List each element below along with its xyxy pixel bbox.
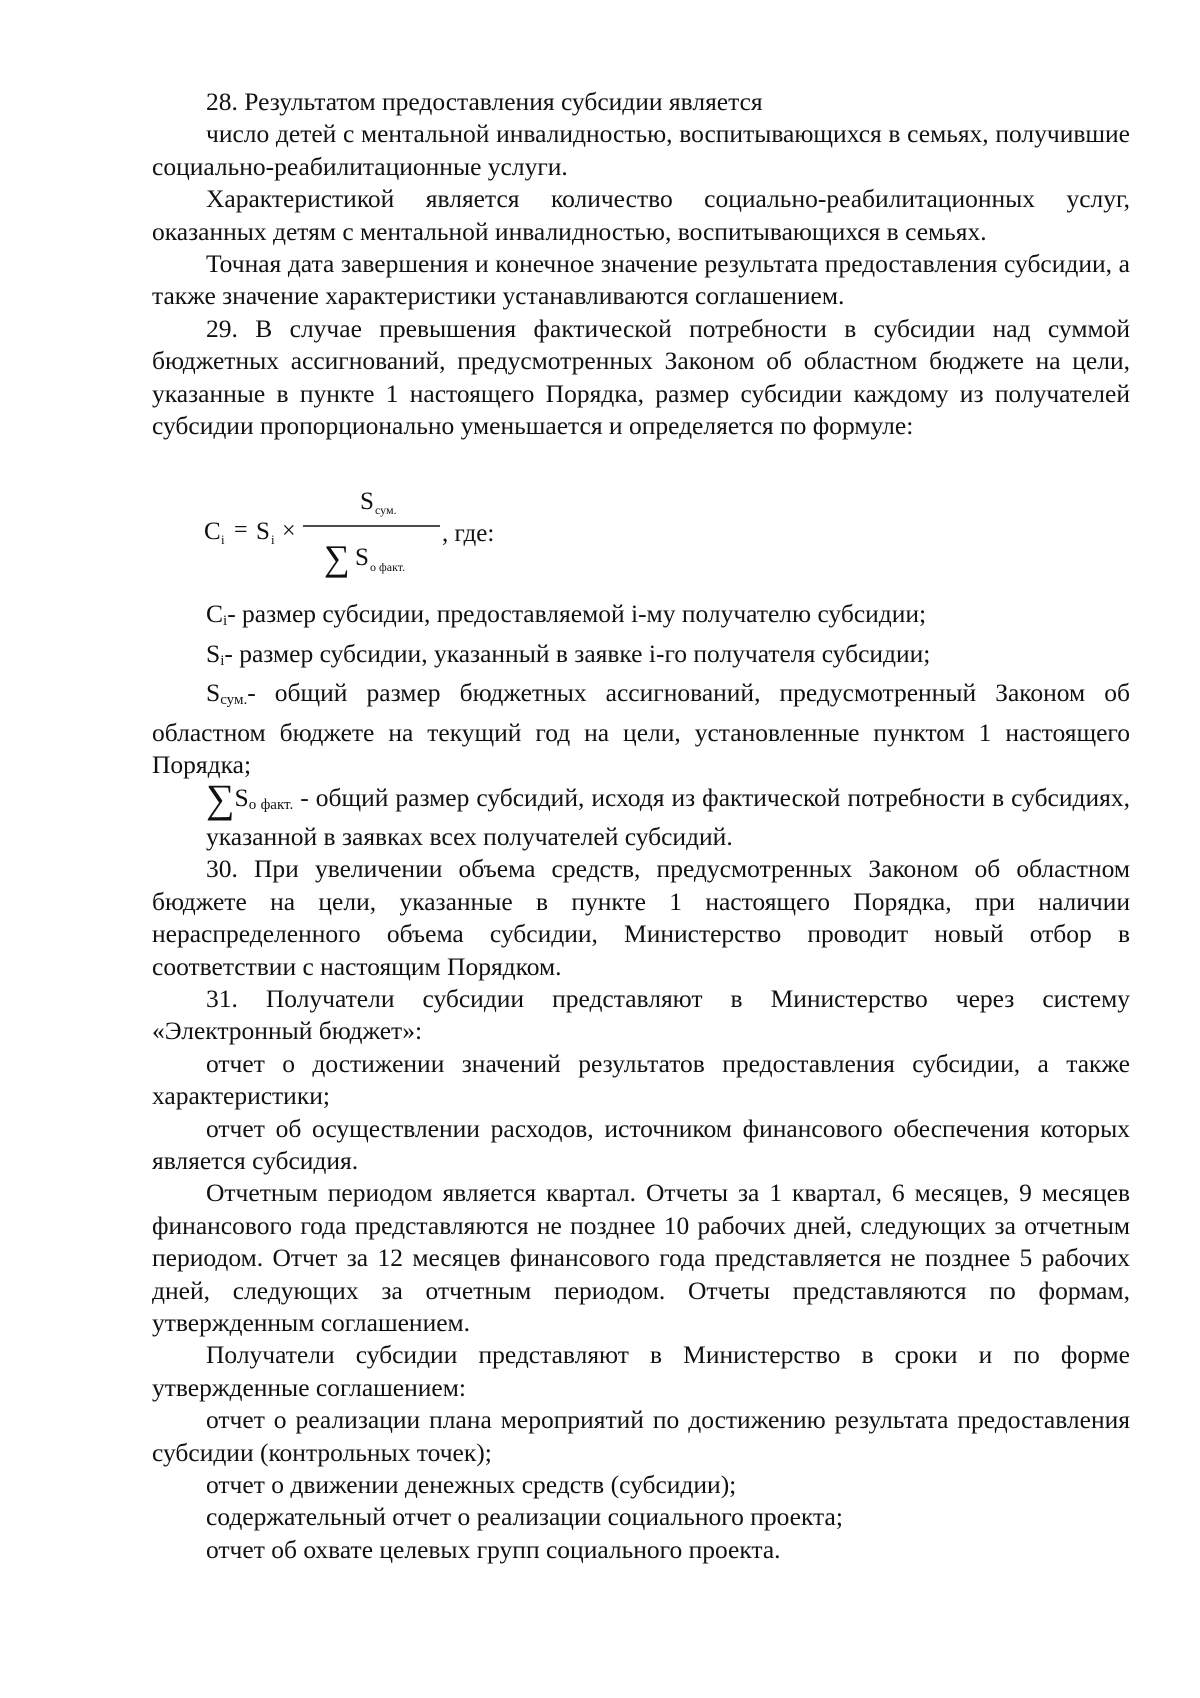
paragraph-29: 29. В случае превышения фактической потребности в субсидии над суммой бюджетных ассигнований, предусмотренных Законом об областном бюджете на цели, указанные в пункте 1 настоящего Порядка, размер субсидии каждому из получателей субсидии пропорционально уменьшается и определяется по формуле: — [152, 313, 1130, 441]
formula-numerator: S — [360, 488, 374, 516]
formula-graphic — [200, 462, 620, 584]
formula-suffix: , где: — [442, 520, 495, 548]
sum-sigma: ∑ — [206, 775, 235, 821]
paragraph-28-title: 28. Результатом предоставления субсидии является — [206, 87, 763, 116]
formula-lhs-sub: i — [221, 532, 225, 548]
definition-sum — [152, 775, 1130, 854]
si-sub: i — [220, 652, 225, 669]
paragraph-recipients: Получатели субсидии представляют в Министерство в сроки и по форме утвержденные соглашением: — [152, 1340, 1130, 1402]
paragraph-report-groups: отчет об охвате целевых групп социального проекта. — [206, 1534, 781, 1564]
paragraph-30: 30. При увеличении объема средств, предусмотренных Законом об областном бюджете на цели, указанные в пункте 1 настоящего Порядка, при наличии нераспределенного объема субсидии, Министерство проводит новый отбор в соответствии с настоящим Порядком. — [152, 854, 1130, 981]
formula-denominator-sub: о факт. — [370, 560, 406, 575]
formula-times: × — [282, 518, 296, 545]
ci-text: - размер субсидии, предоставляемой i-му получателю субсидии; — [227, 599, 927, 629]
ssum-symbol: S — [206, 678, 221, 708]
si-symbol: S — [206, 638, 221, 668]
definition-si — [152, 638, 1130, 677]
formula-numerator-sub: сум. — [375, 503, 397, 518]
formula-denominator: S — [355, 544, 369, 572]
definition-ci — [152, 598, 1130, 637]
formula-lhs: C — [204, 518, 221, 546]
formula-sigma: ∑ — [324, 538, 350, 579]
sum-symbol: S — [234, 782, 249, 812]
subsidy-formula — [152, 462, 1130, 584]
sum-sub: о факт. — [248, 796, 294, 813]
formula-s-sub: i — [271, 532, 275, 548]
ssum-sub: сум. — [220, 692, 248, 709]
formula-s: S — [256, 518, 270, 546]
paragraph-31: 31. Получатели субсидии представляют в Министерство через систему «Электронный бюджет»: — [152, 983, 1130, 1046]
paragraph-28-date: Точная дата завершения и конечное значение результата предоставления субсидии, а также значение характеристики устанавливаются соглашением. — [152, 249, 1130, 311]
paragraph-28-result: число детей с ментальной инвалидностью, воспитывающихся в семьях, получившие социально-реабилитационные услуги. — [152, 119, 1130, 181]
sum-text: - общий размер субсидий, исходя из фактической потребности в субсидиях, указанной в заявках всех получателей субсидий. — [206, 782, 1130, 851]
paragraph-28-characteristic: Характеристикой является количество социально-реабилитационных услуг, оказанных детям с ментальной инвалидностью, воспитывающихся в семьях. — [152, 184, 1130, 246]
ssum-text: - общий размер бюджетных ассигнований, предусмотренный Законом об областном бюджете на текущий год на цели, установленные пунктом 1 настоящего Порядка; — [152, 678, 1130, 780]
paragraph-report-cash: отчет о движении денежных средств (субсидии); — [206, 1470, 737, 1500]
paragraph-report-content: содержательный отчет о реализации социального проекта; — [206, 1502, 843, 1532]
si-text: - размер субсидии, указанный в заявке i-го получателя субсидии; — [224, 638, 931, 668]
definition-ssum — [152, 677, 1130, 781]
ci-sub: i — [223, 613, 228, 630]
paragraph-31-report-1: отчет о достижении значений результатов предоставления субсидии, а также характеристики; — [152, 1048, 1130, 1111]
ci-symbol: C — [206, 599, 224, 629]
paragraph-31-report-2: отчет об осуществлении расходов, источником финансового обеспечения которых является субсидия. — [152, 1113, 1130, 1175]
formula-eq: = — [234, 517, 248, 544]
paragraph-report-plan: отчет о реализации плана мероприятий по достижению результата предоставления субсидии (контрольных точек); — [152, 1405, 1130, 1467]
paragraph-period: Отчетным периодом является квартал. Отчеты за 1 квартал, 6 месяцев, 9 месяцев финансового года представляются не позднее 10 рабочих дней, следующих за отчетным периодом. Отчет за 12 месяцев финансового года представляется не позднее 5 рабочих дней, следующих за отчетным периодом. Отчеты представляются по формам, утвержденным соглашением. — [152, 1178, 1130, 1337]
